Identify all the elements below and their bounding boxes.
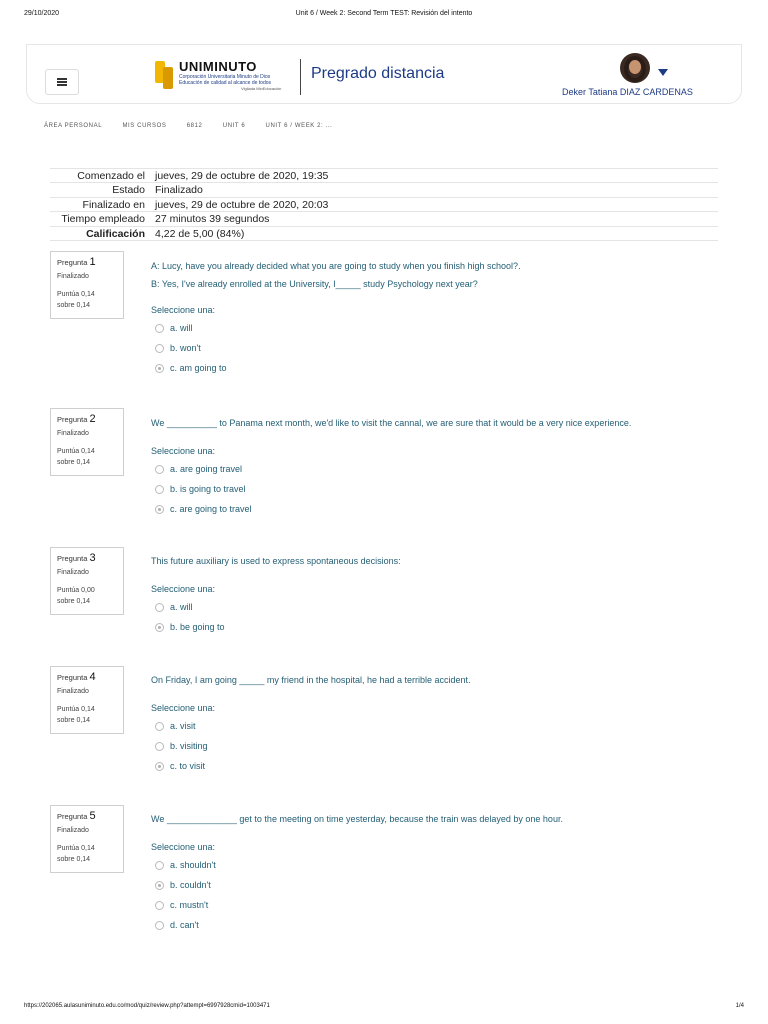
breadcrumb-item-area-personal[interactable]: ÁREA PERSONAL — [44, 123, 103, 129]
summary-row — [50, 198, 718, 212]
logo-line1: Corporación Universitaria Minuto de Dios — [179, 74, 271, 80]
question-grade: Puntúa 0,14 — [57, 706, 95, 713]
radio-button[interactable] — [155, 603, 164, 612]
print-header — [0, 10, 768, 22]
menu-button[interactable] — [45, 69, 79, 95]
option-label: a. visit — [170, 721, 196, 731]
breadcrumb — [44, 123, 350, 129]
question-label: Pregunta — [57, 554, 88, 563]
radio-button[interactable] — [155, 465, 164, 474]
summary-value: Finalizado — [155, 184, 203, 197]
radio-button[interactable] — [155, 861, 164, 870]
answer-option[interactable] — [151, 479, 731, 499]
user-avatar[interactable] — [620, 53, 650, 83]
summary-value: jueves, 29 de octubre de 2020, 19:35 — [155, 170, 329, 182]
answer-prompt: Seleccione una: — [151, 842, 216, 852]
breadcrumb-item-mis-cursos[interactable]: MIS CURSOS — [122, 123, 167, 129]
summary-row — [50, 227, 718, 241]
answer-options — [151, 855, 731, 935]
answer-option[interactable] — [151, 597, 731, 617]
question-info — [50, 408, 124, 476]
print-page-number: 1/4 — [735, 1003, 744, 1009]
option-label: c. are going to travel — [170, 504, 252, 514]
question-state: Finalizado — [57, 430, 89, 437]
question-number: 5 — [89, 810, 96, 822]
logo-name: UNIMINUTO — [179, 59, 257, 74]
site-title[interactable]: Pregrado distancia — [311, 65, 445, 82]
radio-button-selected[interactable] — [155, 364, 164, 373]
question-body — [151, 417, 731, 519]
question-number: 1 — [89, 256, 96, 268]
question-info — [50, 805, 124, 873]
question-number: 3 — [89, 552, 96, 564]
answer-option[interactable] — [151, 617, 731, 637]
option-label: c. to visit — [170, 761, 206, 771]
summary-value: 4,22 de 5,00 (84%) — [155, 227, 245, 240]
answer-prompt: Seleccione una: — [151, 446, 216, 456]
question-max-grade: sobre 0,14 — [57, 302, 91, 309]
radio-button-selected[interactable] — [155, 623, 164, 632]
question-text: We __________ to Panama next month, we'd like to visit the cannal, we are sure that it would be a very nice experience. — [151, 418, 632, 428]
question-info — [50, 547, 124, 615]
radio-button[interactable] — [155, 344, 164, 353]
answer-option[interactable] — [151, 338, 731, 358]
question-number: 4 — [89, 671, 96, 683]
radio-button[interactable] — [155, 742, 164, 751]
answer-option[interactable] — [151, 915, 731, 935]
option-label: b. be going to — [170, 622, 225, 632]
logo-line3: Vigilada MinEducación — [241, 86, 282, 91]
brand-logo[interactable] — [155, 59, 295, 95]
option-label: a. will — [170, 323, 193, 333]
answer-option[interactable] — [151, 756, 731, 776]
answer-option[interactable] — [151, 875, 731, 895]
option-label: b. visiting — [170, 741, 208, 751]
answer-options — [151, 716, 731, 776]
question-text: We ______________ get to the meeting on time yesterday, because the train was delayed by one hour. — [151, 814, 563, 824]
logo-line2: Educación de calidad al alcance de todos — [179, 80, 272, 86]
summary-label: Tiempo empleado — [61, 213, 145, 226]
question-body — [151, 674, 731, 776]
answer-option[interactable] — [151, 736, 731, 756]
answer-prompt: Seleccione una: — [151, 305, 216, 315]
answer-option[interactable] — [151, 459, 731, 479]
top-navbar — [26, 44, 742, 104]
question-state: Finalizado — [57, 569, 89, 576]
answer-option[interactable] — [151, 318, 731, 338]
summary-row — [50, 212, 718, 226]
answer-options — [151, 318, 731, 378]
question-body — [151, 260, 731, 378]
radio-button[interactable] — [155, 921, 164, 930]
summary-label: Comenzado el — [77, 170, 145, 182]
question-label: Pregunta — [57, 812, 88, 821]
question-grade: Puntúa 0,00 — [57, 587, 95, 594]
answer-option[interactable] — [151, 716, 731, 736]
answer-options — [151, 597, 731, 637]
attempt-summary-table — [50, 168, 718, 241]
user-menu-caret-icon[interactable] — [658, 69, 668, 76]
question-max-grade: sobre 0,14 — [57, 459, 91, 466]
question-grade: Puntúa 0,14 — [57, 845, 95, 852]
question-grade: Puntúa 0,14 — [57, 448, 95, 455]
answer-prompt: Seleccione una: — [151, 584, 216, 594]
radio-button[interactable] — [155, 901, 164, 910]
question-text: This future auxiliary is used to express spontaneous decisions: — [151, 556, 401, 566]
question-state: Finalizado — [57, 273, 89, 280]
logo-mark-icon — [155, 61, 175, 89]
radio-button[interactable] — [155, 722, 164, 731]
question-info — [50, 666, 124, 734]
question-label: Pregunta — [57, 258, 88, 267]
option-label: c. am going to — [170, 363, 227, 373]
question-state: Finalizado — [57, 688, 89, 695]
option-label: c. mustn't — [170, 900, 209, 910]
question-label: Pregunta — [57, 673, 88, 682]
radio-button-selected[interactable] — [155, 762, 164, 771]
question-number: 2 — [89, 413, 96, 425]
question-body — [151, 813, 731, 935]
question-max-grade: sobre 0,14 — [57, 856, 91, 863]
radio-button-selected[interactable] — [155, 881, 164, 890]
summary-label: Calificación — [86, 227, 145, 240]
option-label: a. are going travel — [170, 464, 243, 474]
question-label: Pregunta — [57, 415, 88, 424]
question-max-grade: sobre 0,14 — [57, 598, 91, 605]
print-title: Unit 6 / Week 2: Second Term TEST: Revisión del intento — [295, 10, 473, 17]
option-label: b. is going to travel — [170, 484, 246, 494]
hamburger-icon — [57, 78, 67, 86]
option-label: b. couldn't — [170, 880, 211, 890]
brand-divider — [300, 59, 301, 95]
summary-label: Finalizado en — [82, 198, 145, 211]
question-info — [50, 251, 124, 319]
summary-row — [50, 169, 718, 183]
radio-button[interactable] — [155, 485, 164, 494]
question-text: On Friday, I am going _____ my friend in the hospital, he had a terrible accident. — [151, 675, 471, 685]
summary-row — [50, 183, 718, 197]
summary-label: Estado — [112, 184, 145, 197]
answer-option[interactable] — [151, 855, 731, 875]
question-text-2: B: Yes, I've already enrolled at the University, I_____ study Psychology next year? — [151, 279, 478, 289]
question-grade: Puntúa 0,14 — [57, 291, 95, 298]
radio-button[interactable] — [155, 324, 164, 333]
breadcrumb-item-course[interactable]: 6812 — [186, 123, 203, 129]
summary-value: jueves, 29 de octubre de 2020, 20:03 — [155, 198, 329, 211]
answer-option[interactable] — [151, 499, 731, 519]
print-date: 29/10/2020 — [24, 10, 60, 17]
breadcrumb-item-unit[interactable]: UNIT 6 — [222, 123, 246, 129]
radio-button-selected[interactable] — [155, 505, 164, 514]
question-text: A: Lucy, have you already decided what you are going to study when you finish high school?. — [151, 261, 521, 271]
answer-option[interactable] — [151, 895, 731, 915]
breadcrumb-item-week[interactable]: UNIT 6 / WEEK 2: ... — [265, 123, 333, 129]
summary-value: 27 minutos 39 segundos — [155, 213, 270, 226]
question-max-grade: sobre 0,14 — [57, 717, 91, 724]
option-label: d. can't — [170, 920, 199, 930]
question-body — [151, 555, 731, 637]
answer-options — [151, 459, 731, 519]
print-url: https://202065.aulasuniminuto.edu.co/mod/quiz/review.php?attempt=6997928cmid=1003471 — [24, 1003, 270, 1009]
user-name[interactable]: Deker Tatiana DIAZ CARDENAS — [562, 87, 693, 97]
option-label: b. won't — [170, 343, 201, 353]
option-label: a. shouldn't — [170, 860, 216, 870]
option-label: a. will — [170, 602, 193, 612]
answer-option[interactable] — [151, 358, 731, 378]
answer-prompt: Seleccione una: — [151, 703, 216, 713]
question-state: Finalizado — [57, 827, 89, 834]
